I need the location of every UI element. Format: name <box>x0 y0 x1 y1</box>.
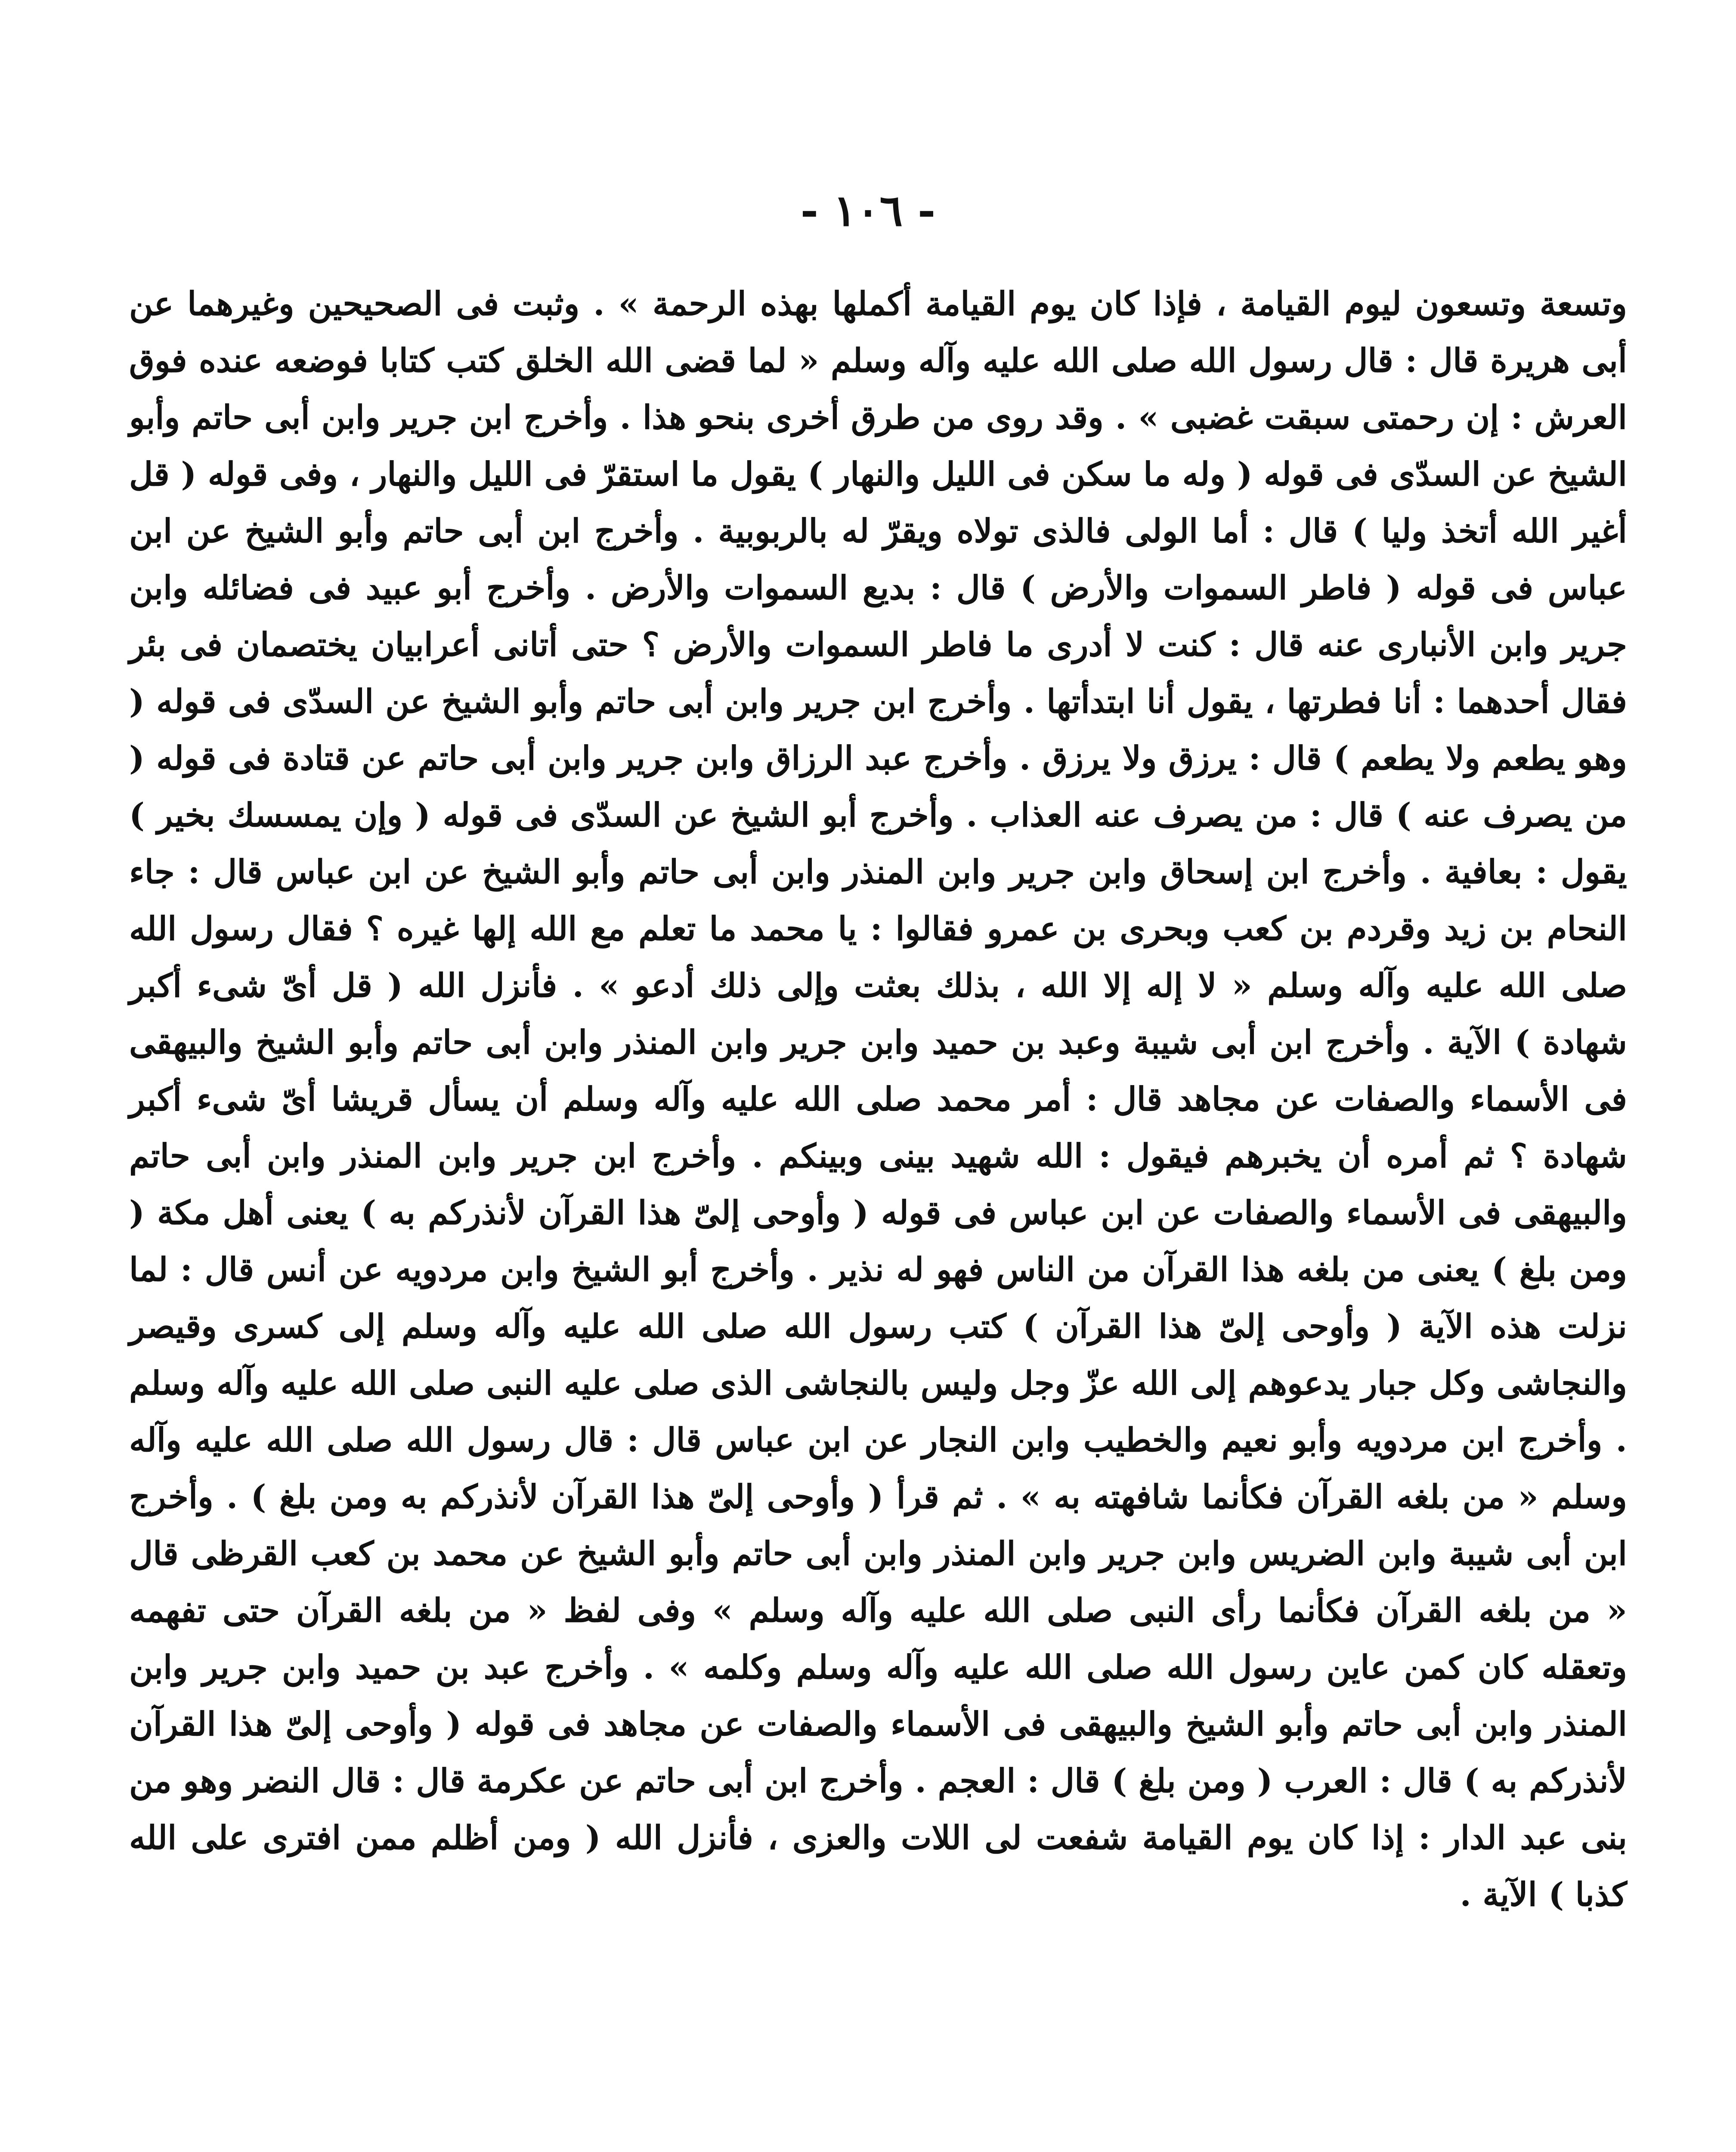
quran-verses <box>129 2143 1627 2152</box>
page-number: - ١٠٦ - <box>800 185 936 236</box>
commentary-paragraph: وتسعة وتسعون ليوم القيامة ، فإذا كان يوم القيامة أكملها بهذه الرحمة » . وثبت فى الصحيحين وغيرهما عن أبى هريرة قال : قال رسول الله صلى الله عليه وآله وسلم « لما قضى الله الخلق كتب كتابا فوضعه عنده فوق العرش : إن رحمتى سبقت غضبى » . وقد روى من طرق أخرى بنحو هذا . وأخرج ابن جرير وابن أبى حاتم وأبو الشيخ عن السدّى فى قوله ( وله ما سكن فى الليل والنهار ) يقول ما استقرّ فى الليل والنهار ، وفى قوله ( قل أغير الله أتخذ وليا ) قال : أما الولى فالذى تولاه ويقرّ له بالربوبية . وأخرج ابن أبى حاتم وأبو الشيخ عن ابن عباس فى قوله ( فاطر السموات والأرض ) قال : بديع السموات والأرض . وأخرج أبو عبيد فى فضائله وابن جرير وابن الأنبارى عنه قال : كنت لا أدرى ما فاطر السموات والأرض ؟ حتى أتانى أعرابيان يختصمان فى بئر فقال أحدهما : أنا فطرتها ، يقول أنا ابتدأتها . وأخرج ابن جرير وابن أبى حاتم وأبو الشيخ عن السدّى فى قوله ( وهو يطعم ولا يطعم ) قال : يرزق ولا يرزق . وأخرج عبد الرزاق وابن جرير وابن أبى حاتم عن قتادة فى قوله ( من يصرف عنه ) قال : من يصرف عنه العذاب . وأخرج أبو الشيخ عن السدّى فى قوله ( وإن يمسسك بخير ) يقول : بعافية . وأخرج ابن إسحاق وابن جرير وابن المنذر وابن أبى حاتم وأبو الشيخ عن ابن عباس قال : جاء النحام بن زيد وقردم بن كعب وبحرى بن عمرو فقالوا : يا محمد ما تعلم مع الله إلها غيره ؟ فقال رسول الله صلى الله عليه وآله وسلم « لا إله إلا الله ، بذلك بعثت وإلى ذلك أدعو » . فأنزل الله ( قل أىّ شىء أكبر شهادة ) الآية . وأخرج ابن أبى شيبة وعبد بن حميد وابن جرير وابن المنذر وابن أبى حاتم وأبو الشيخ والبيهقى فى الأسماء والصفات عن مجاهد قال : أمر محمد صلى الله عليه وآله وسلم أن يسأل قريشا أىّ شىء أكبر شهادة ؟ ثم أمره أن يخبرهم فيقول : الله شهيد بينى وبينكم . وأخرج ابن جرير وابن المنذر وابن أبى حاتم والبيهقى فى الأسماء والصفات عن ابن عباس فى قوله ( وأوحى إلىّ هذا القرآن لأنذركم به ) يعنى أهل مكة ( ومن بلغ ) يعنى من بلغه هذا القرآن من الناس فهو له نذير . وأخرج أبو الشيخ وابن مردويه عن أنس قال : لما نزلت هذه الآية ( وأوحى إلىّ هذا القرآن ) كتب رسول الله صلى الله عليه وآله وسلم إلى كسرى وقيصر والنجاشى وكل جبار يدعوهم إلى الله عزّ وجل وليس بالنجاشى الذى صلى عليه النبى صلى الله عليه وآله وسلم . وأخرج ابن مردويه وأبو نعيم والخطيب وابن النجار عن ابن عباس قال : قال رسول الله صلى الله عليه وآله وسلم « من بلغه القرآن فكأنما شافهته به » . ثم قرأ ( وأوحى إلىّ هذا القرآن لأنذركم به ومن بلغ ) . وأخرج ابن أبى شيبة وابن الضريس وابن جرير وابن المنذر وابن أبى حاتم وأبو الشيخ عن محمد بن كعب القرظى قال « من بلغه القرآن فكأنما رأى النبى صلى الله عليه وآله وسلم » وفى لفظ « من بلغه القرآن حتى تفهمه وتعقله كان كمن عاين رسول الله صلى الله عليه وآله وسلم وكلمه » . وأخرج عبد بن حميد وابن جرير وابن المنذر وابن أبى حاتم وأبو الشيخ والبيهقى فى الأسماء والصفات عن مجاهد فى قوله ( وأوحى إلىّ هذا القرآن لأنذركم به ) قال : العرب ( ومن بلغ ) قال : العجم . وأخرج ابن أبى حاتم عن عكرمة قال : قال النضر وهو من بنى عبد الدار : إذا كان يوم القيامة شفعت لى اللات والعزى ، فأنزل الله ( ومن أظلم ممن افترى على الله كذبا ) الآية . <box>129 284 1628 1914</box>
